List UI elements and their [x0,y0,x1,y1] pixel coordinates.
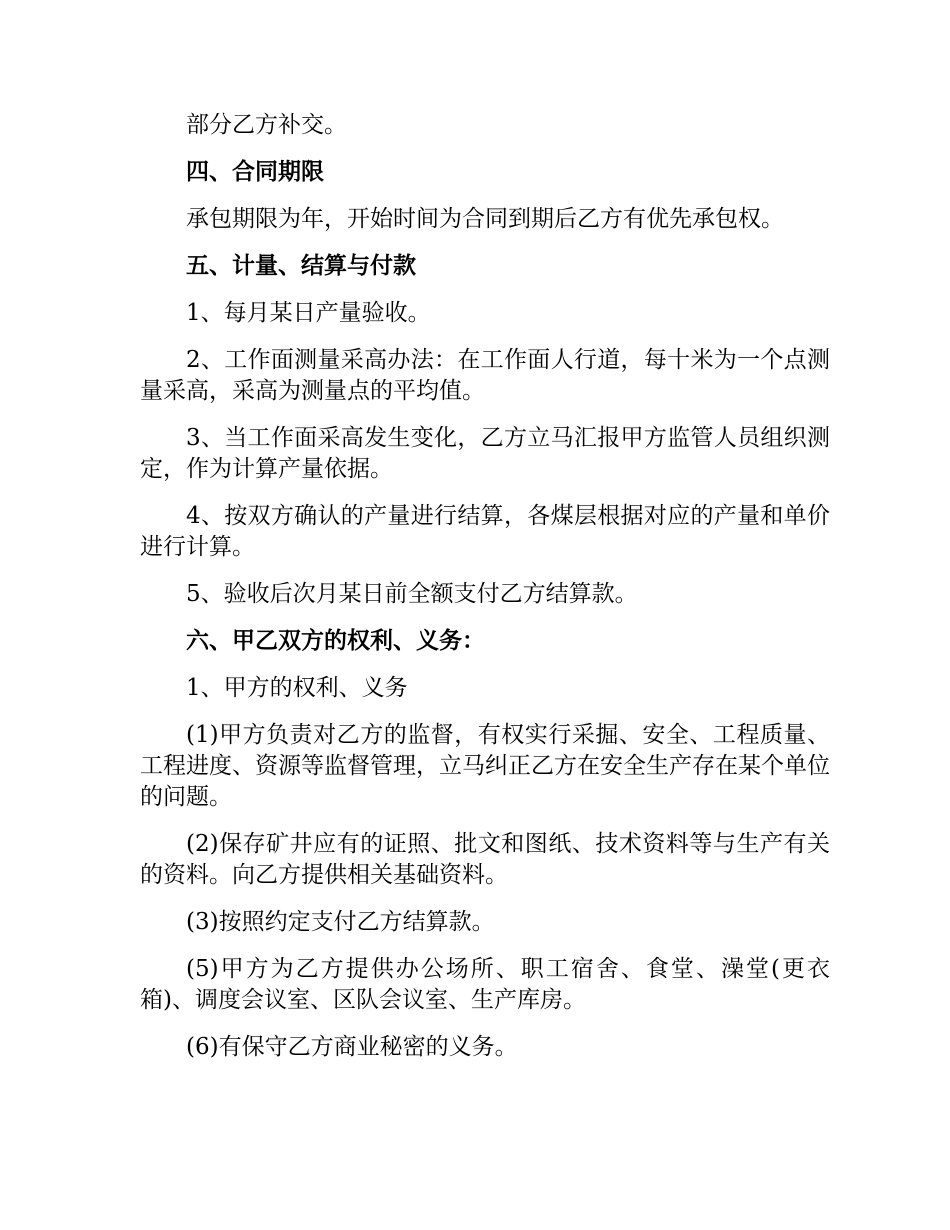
paragraph: (3)按照约定支付乙方结算款。 [186,909,495,935]
paragraph: 部分乙方补交。 [186,112,347,138]
paragraph: 2、工作面测量采高办法：在工作面人行道，每十米为一个点测量采高，采高为测量点的平均值。 [140,347,830,404]
paragraph: (1)甲方负责对乙方的监督，有权实行采掘、安全、工程质量、工程进度、资源等监督管理，立马纠正乙方在安全生产存在某个单位的问题。 [140,722,830,810]
section-heading: 五、计量、结算与付款 [186,253,416,279]
paragraph: (2)保存矿井应有的证照、批文和图纸、技术资料等与生产有关的资料。向乙方提供相关基础资料。 [140,831,830,888]
paragraph: 5、验收后次月某日前全额支付乙方结算款。 [186,581,638,607]
paragraph: 1、甲方的权利、义务 [186,675,408,701]
paragraph: 3、当工作面采高发生变化，乙方立马汇报甲方监管人员组织测定，作为计算产量依据。 [140,425,830,482]
paragraph: 承包期限为年，开始时间为合同到期后乙方有优先承包权。 [186,206,784,232]
paragraph: (5)甲方为乙方提供办公场所、职工宿舍、食堂、澡堂(更衣箱)、调度会议室、区队会议室、生产库房。 [140,956,830,1013]
paragraph: (6)有保守乙方商业秘密的义务。 [186,1034,518,1060]
paragraph: 4、按双方确认的产量进行结算，各煤层根据对应的产量和单价进行计算。 [140,503,830,560]
document-body [140,110,830,1079]
section-heading: 四、合同期限 [186,159,324,185]
section-heading: 六、甲乙双方的权利、义务： [186,628,485,654]
paragraph: 1、每月某日产量验收。 [186,300,431,326]
